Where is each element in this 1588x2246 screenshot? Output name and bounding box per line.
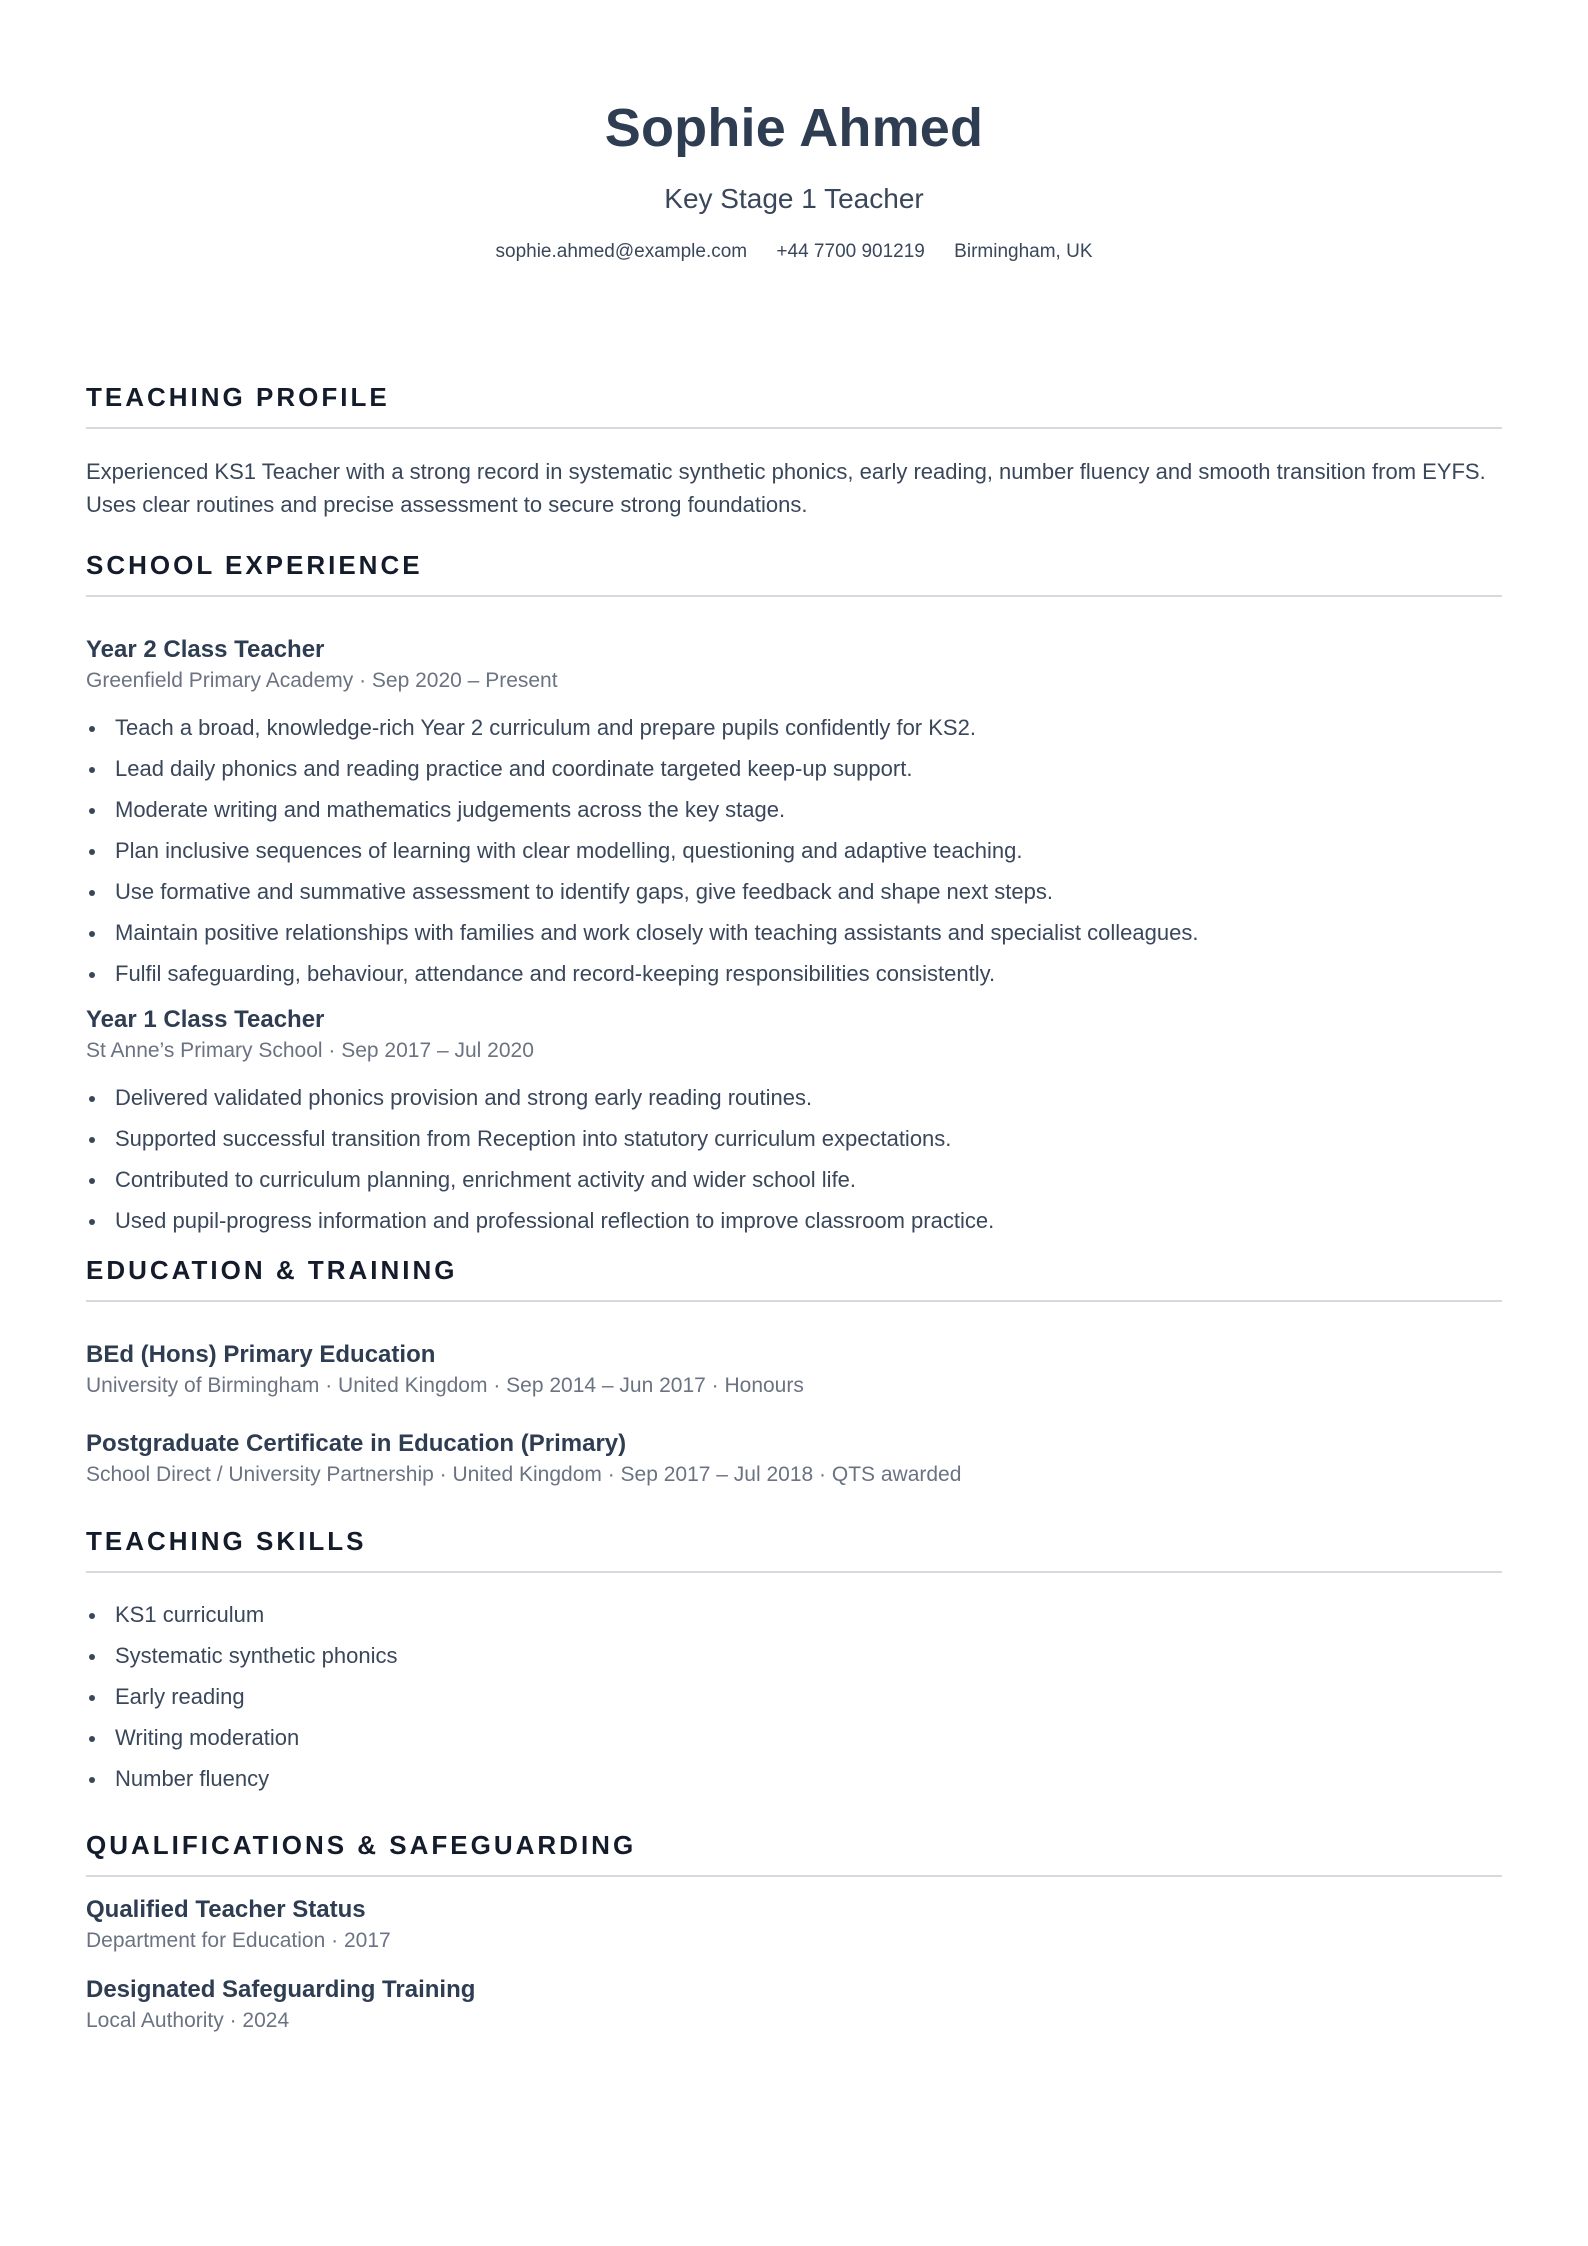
contact-line [86,240,1502,264]
list-item: Supported successful transition from Reception into statutory curriculum expectations. [86,1124,1502,1154]
list-item: Plan inclusive sequences of learning with clear modelling, questioning and adaptive teaching. [86,836,1502,866]
section-divider [86,427,1502,429]
job-bullets [86,713,1502,989]
list-item: Contributed to curriculum planning, enrichment activity and wider school life. [86,1165,1502,1195]
qualification-meta: Local Authority · 2024 [86,2009,290,2032]
section-teaching-skills [86,1525,1502,1794]
list-item: Fulfil safeguarding, behaviour, attendance and record-keeping responsibilities consistently. [86,959,1502,989]
list-item: Use formative and summative assessment to identify gaps, give feedback and shape next steps. [86,877,1502,907]
list-item: Systematic synthetic phonics [86,1641,1502,1671]
list-item: Teach a broad, knowledge-rich Year 2 curriculum and prepare pupils confidently for KS2. [86,713,1502,743]
section-title: TEACHING SKILLS [86,1526,367,1556]
section-education-training [86,1254,1502,1489]
section-teaching-profile [86,381,1502,521]
education-title: BEd (Hons) Primary Education [86,1341,436,1368]
education-entry [86,1429,1502,1489]
list-item: Delivered validated phonics provision and strong early reading routines. [86,1083,1502,1113]
candidate-name: Sophie Ahmed [604,98,984,158]
job-bullets [86,1083,1502,1236]
section-school-experience [86,549,1502,1236]
section-title: SCHOOL EXPERIENCE [86,550,423,580]
qualification-title: Qualified Teacher Status [86,1896,366,1923]
section-title: TEACHING PROFILE [86,382,390,412]
section-divider [86,1875,1502,1877]
section-divider [86,1300,1502,1302]
job-entry [86,635,1502,989]
job-title: Year 2 Class Teacher [86,636,325,663]
candidate-role: Key Stage 1 Teacher [664,183,924,214]
section-title: EDUCATION & TRAINING [86,1255,458,1285]
education-title: Postgraduate Certificate in Education (Primary) [86,1430,627,1457]
qualification-title: Designated Safeguarding Training [86,1976,476,2003]
job-meta: St Anne’s Primary School · Sep 2017 – Jul 2020 [86,1039,534,1062]
education-entry [86,1340,1502,1400]
list-item: KS1 curriculum [86,1600,1502,1630]
job-entry [86,1005,1502,1236]
resume-header [86,0,1502,264]
profile-summary: Experienced KS1 Teacher with a strong record in systematic synthetic phonics, early reading, number fluency and smooth transition from EYFS. Uses clear routines and precise assessment to secure strong foundations. [86,459,1486,517]
job-meta: Greenfield Primary Academy · Sep 2020 – Present [86,669,558,692]
job-title: Year 1 Class Teacher [86,1006,325,1033]
list-item: Maintain positive relationships with families and work closely with teaching assistants and specialist colleagues. [86,918,1502,948]
qualification-meta: Department for Education · 2017 [86,1929,391,1952]
list-item: Early reading [86,1682,1502,1712]
list-item: Number fluency [86,1764,1502,1794]
qualification-entry [86,1895,1502,1955]
qualification-entry [86,1975,1502,2035]
list-item: Used pupil-progress information and professional reflection to improve classroom practice. [86,1206,1502,1236]
list-item: Moderate writing and mathematics judgements across the key stage. [86,795,1502,825]
section-qualifications-safeguarding [86,1829,1502,2035]
list-item: Writing moderation [86,1723,1502,1753]
list-item: Lead daily phonics and reading practice and coordinate targeted keep-up support. [86,754,1502,784]
section-title: QUALIFICATIONS & SAFEGUARDING [86,1830,637,1860]
section-divider [86,595,1502,597]
skills-list [86,1600,1502,1794]
contact-location: Birmingham, UK [954,241,1093,262]
education-meta: University of Birmingham · United Kingdom · Sep 2014 – Jun 2017 · Honours [86,1374,804,1397]
contact-phone[interactable]: +44 7700 901219 [776,241,925,262]
section-divider [86,1571,1502,1573]
contact-email[interactable]: sophie.ahmed@example.com [495,241,748,262]
education-meta: School Direct / University Partnership · United Kingdom · Sep 2017 – Jul 2018 · QTS awarded [86,1463,962,1486]
